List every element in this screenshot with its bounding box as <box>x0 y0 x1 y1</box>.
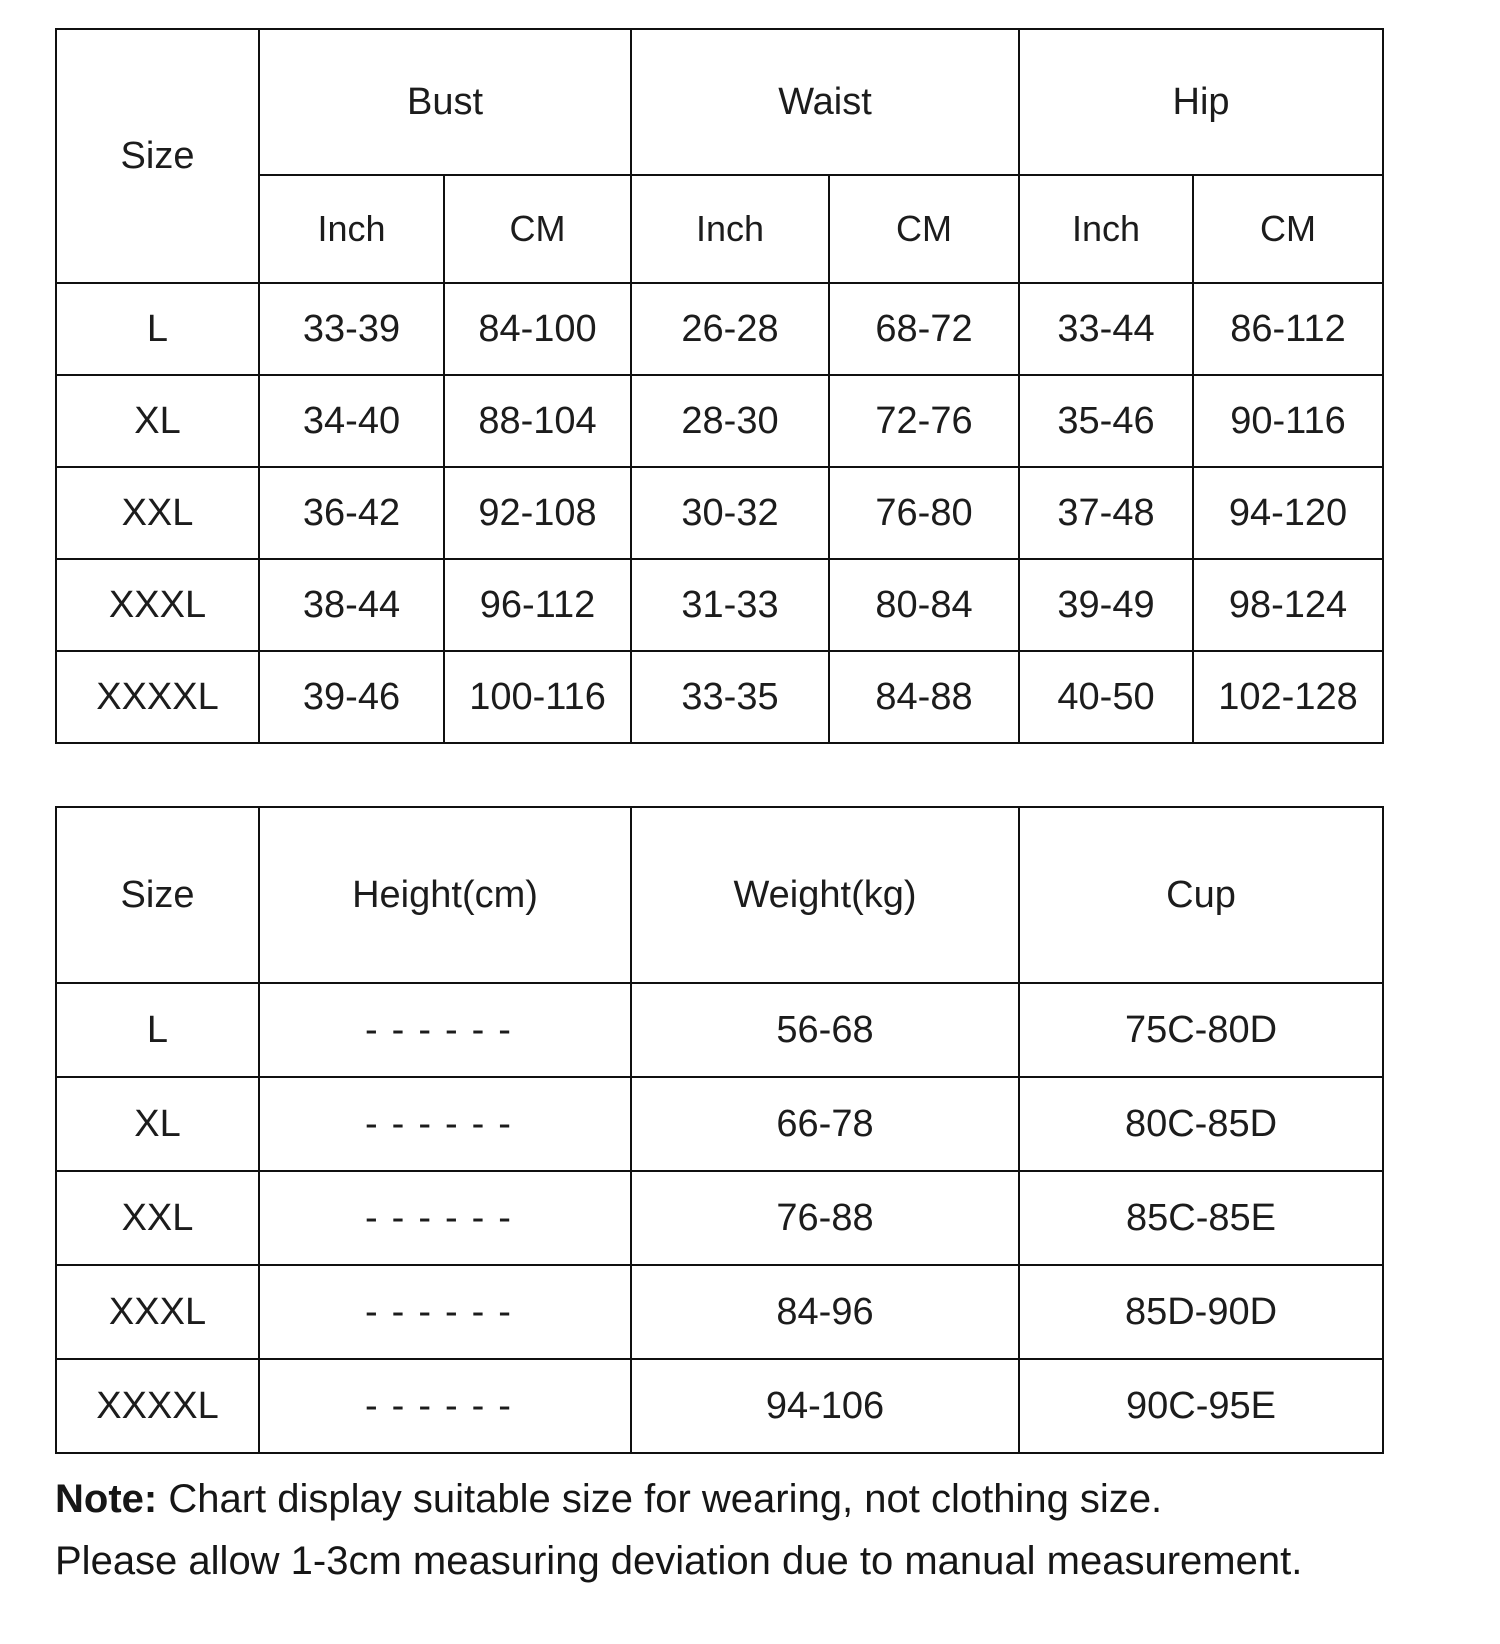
size-label: XXXXL <box>56 651 259 743</box>
table-cell: 102-128 <box>1193 651 1383 743</box>
table-cell: 40-50 <box>1019 651 1193 743</box>
note-line-1-text: Chart display suitable size for wearing, not clothing size. <box>168 1477 1163 1521</box>
table-cell: 90-116 <box>1193 375 1383 467</box>
cup-cell: 85C-85E <box>1019 1171 1383 1265</box>
table-row <box>56 1171 1383 1265</box>
table-cell: 72-76 <box>829 375 1019 467</box>
table-cell: 86-112 <box>1193 283 1383 375</box>
group-header-row <box>56 29 1383 175</box>
table-cell: 33-44 <box>1019 283 1193 375</box>
weight-cell: 56-68 <box>631 983 1019 1077</box>
weight-column-header: Weight(kg) <box>631 807 1019 983</box>
note-label: Note: <box>55 1477 158 1521</box>
table-row <box>56 1265 1383 1359</box>
size-label: L <box>56 283 259 375</box>
size-label: XL <box>56 375 259 467</box>
height-cell: ------ <box>259 1171 631 1265</box>
size-label: XXXL <box>56 1265 259 1359</box>
cup-cell: 85D-90D <box>1019 1265 1383 1359</box>
body-measurement-table <box>55 806 1384 1454</box>
cup-column-header: Cup <box>1019 807 1383 983</box>
table-row <box>56 651 1383 743</box>
size-label: XXXXL <box>56 1359 259 1453</box>
note-line-1 <box>55 1468 1440 1530</box>
height-cell: ------ <box>259 1359 631 1453</box>
note-line-2: Please allow 1-3cm measuring deviation due to manual measurement. <box>55 1539 1303 1583</box>
weight-cell: 84-96 <box>631 1265 1019 1359</box>
header-row <box>56 807 1383 983</box>
table-cell: 88-104 <box>444 375 631 467</box>
hip-cm-header: CM <box>1193 175 1383 283</box>
bust-group-header: Bust <box>259 29 631 175</box>
table-cell: 28-30 <box>631 375 829 467</box>
table-cell: 37-48 <box>1019 467 1193 559</box>
waist-group-header: Waist <box>631 29 1019 175</box>
bust-inch-header: Inch <box>259 175 444 283</box>
table-row <box>56 467 1383 559</box>
table-row <box>56 1077 1383 1171</box>
cup-cell: 90C-95E <box>1019 1359 1383 1453</box>
cup-cell: 80C-85D <box>1019 1077 1383 1171</box>
table-row <box>56 1359 1383 1453</box>
note-text <box>55 1468 1500 1592</box>
table-cell: 39-49 <box>1019 559 1193 651</box>
size-column-header: Size <box>56 807 259 983</box>
table-row <box>56 375 1383 467</box>
hip-inch-header: Inch <box>1019 175 1193 283</box>
table-row <box>56 983 1383 1077</box>
height-column-header: Height(cm) <box>259 807 631 983</box>
size-column-header: Size <box>56 29 259 283</box>
table-cell: 84-100 <box>444 283 631 375</box>
weight-cell: 66-78 <box>631 1077 1019 1171</box>
waist-cm-header: CM <box>829 175 1019 283</box>
table-cell: 26-28 <box>631 283 829 375</box>
table-cell: 38-44 <box>259 559 444 651</box>
cup-cell: 75C-80D <box>1019 983 1383 1077</box>
size-measurement-table <box>55 28 1384 744</box>
height-cell: ------ <box>259 983 631 1077</box>
table-cell: 36-42 <box>259 467 444 559</box>
table-cell: 80-84 <box>829 559 1019 651</box>
table-cell: 31-33 <box>631 559 829 651</box>
table-cell: 35-46 <box>1019 375 1193 467</box>
table-cell: 68-72 <box>829 283 1019 375</box>
table-cell: 92-108 <box>444 467 631 559</box>
table-cell: 98-124 <box>1193 559 1383 651</box>
size-label: XXL <box>56 1171 259 1265</box>
table-cell: 100-116 <box>444 651 631 743</box>
height-cell: ------ <box>259 1265 631 1359</box>
table-spacer <box>55 744 1500 806</box>
hip-group-header: Hip <box>1019 29 1383 175</box>
bust-cm-header: CM <box>444 175 631 283</box>
table-cell: 76-80 <box>829 467 1019 559</box>
size-label: L <box>56 983 259 1077</box>
size-label: XXXL <box>56 559 259 651</box>
table-cell: 30-32 <box>631 467 829 559</box>
table-cell: 33-35 <box>631 651 829 743</box>
table-cell: 39-46 <box>259 651 444 743</box>
size-label: XXL <box>56 467 259 559</box>
height-cell: ------ <box>259 1077 631 1171</box>
table-cell: 33-39 <box>259 283 444 375</box>
table-row <box>56 283 1383 375</box>
table-cell: 34-40 <box>259 375 444 467</box>
table-cell: 96-112 <box>444 559 631 651</box>
table-cell: 84-88 <box>829 651 1019 743</box>
table-cell: 94-120 <box>1193 467 1383 559</box>
size-label: XL <box>56 1077 259 1171</box>
weight-cell: 94-106 <box>631 1359 1019 1453</box>
weight-cell: 76-88 <box>631 1171 1019 1265</box>
waist-inch-header: Inch <box>631 175 829 283</box>
table-row <box>56 559 1383 651</box>
